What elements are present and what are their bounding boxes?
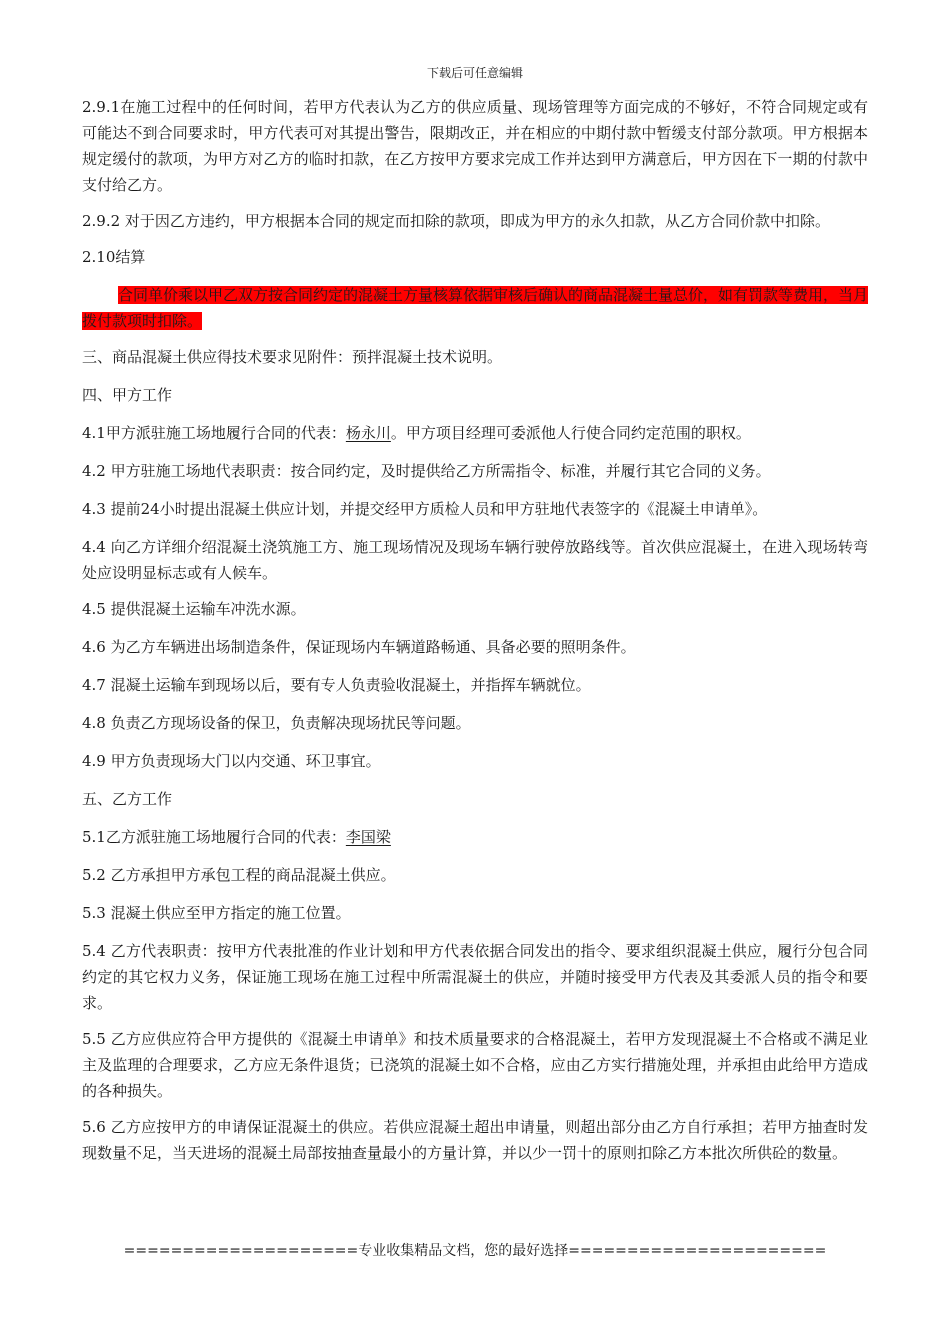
clause-4-4: 4.4 向乙方详细介绍混凝土浇筑施工方、施工现场情况及现场车辆行驶停放路线等。首次供应混凝土，在进入现场转弯处应设明显标志或有人候车。: [82, 538, 868, 582]
page-footer: ====================专业收集精品文档，您的最好选择======================: [123, 1243, 827, 1259]
clause-2-9-2: 2.9.2 对于因乙方违约，甲方根据本合同的规定而扣除的款项，即成为甲方的永久扣款，从乙方合同价款中扣除。: [82, 212, 830, 230]
clause-5-6: 5.6 乙方应按甲方的申请保证混凝土的供应。若供应混凝土超出申请量，则超出部分由乙方自行承担；若甲方抽查时发现数量不足，当天进场的混凝土局部按抽查量最小的方量计算，并以少一罚十的原则扣除乙方本批次所供砼的数量。: [82, 1118, 868, 1162]
page-header: 下载后可任意编辑: [426, 66, 523, 80]
clause-4-2: 4.2 甲方驻施工场地代表职责：按合同约定，及时提供给乙方所需指令、标准，并履行其它合同的义务。: [82, 462, 771, 480]
clause-4-3: 4.3 提前24小时提出混凝土供应计划，并提交经甲方质检人员和甲方驻地代表签字的《混凝土申请单》。: [82, 500, 768, 518]
clause-2-10-heading: 2.10结算: [82, 248, 146, 266]
clause-5-3: 5.3 混凝土供应至甲方指定的施工位置。: [82, 904, 351, 922]
clause-4-6: 4.6 为乙方车辆进出场制造条件，保证现场内车辆道路畅通、具备必要的照明条件。: [82, 638, 636, 656]
highlighted-text: 合同单价乘以甲乙双方按合同约定的混凝土方量核算依据审核后确认的商品混凝土量总价，如有罚款等费用，当月拨付款项时扣除。: [82, 286, 869, 330]
clause-5-2: 5.2 乙方承担甲方承包工程的商品混凝土供应。: [82, 866, 396, 884]
section-5-heading: 五、乙方工作: [82, 790, 173, 808]
clause-4-8: 4.8 负责乙方现场设备的保卫，负责解决现场扰民等问题。: [82, 714, 471, 732]
representative-name-party-a: 杨永川: [345, 424, 391, 442]
clause-4-1-prefix: 4.1甲方派驻施工场地履行合同的代表：: [82, 424, 346, 442]
section-4-heading: 四、甲方工作: [82, 386, 173, 404]
clause-5-1: [82, 824, 868, 850]
clause-2-10-body: [82, 282, 868, 334]
clause-4-1-suffix: 。甲方项目经理可委派他人行使合同约定范围的职权。: [390, 424, 751, 442]
section-3: 三、商品混凝土供应得技术要求见附件：预拌混凝土技术说明。: [82, 348, 503, 366]
clause-2-9-1: 2.9.1在施工过程中的任何时间，若甲方代表认为乙方的供应质量、现场管理等方面完成的不够好，不符合同规定或有可能达不到合同要求时，甲方代表可对其提出警告，限期改正，并在相应的中期付款中暂缓支付部分款项。甲方根据本规定缓付的款项，为甲方对乙方的临时扣款，在乙方按甲方要求完成工作并达到甲方满意后，甲方因在下一期的付款中支付给乙方。: [82, 98, 868, 194]
clause-5-4: 5.4 乙方代表职责：按甲方代表批准的作业计划和甲方代表依据合同发出的指令、要求组织混凝土供应，履行分包合同约定的其它权力义务，保证施工现场在施工过程中所需混凝土的供应，并随时接受甲方代表及其委派人员的指令和要求。: [82, 942, 868, 1012]
clause-4-5: 4.5 提供混凝土运输车冲洗水源。: [82, 600, 306, 618]
clause-5-1-prefix: 5.1乙方派驻施工场地履行合同的代表：: [82, 828, 346, 846]
clause-4-9: 4.9 甲方负责现场大门以内交通、环卫事宜。: [82, 752, 381, 770]
document-body: [82, 94, 868, 1176]
clause-5-5: 5.5 乙方应供应符合甲方提供的《混凝土申请单》和技术质量要求的合格混凝土，若甲方发现混凝土不合格或不满足业主及监理的合理要求，乙方应无条件退货；已浇筑的混凝土如不合格，应由乙方实行措施处理，并承担由此给甲方造成的各种损失。: [82, 1030, 868, 1100]
clause-4-7: 4.7 混凝土运输车到现场以后，要有专人负责验收混凝土，并指挥车辆就位。: [82, 676, 591, 694]
representative-name-party-b: 李国梁: [345, 828, 391, 846]
clause-4-1: [82, 420, 868, 446]
